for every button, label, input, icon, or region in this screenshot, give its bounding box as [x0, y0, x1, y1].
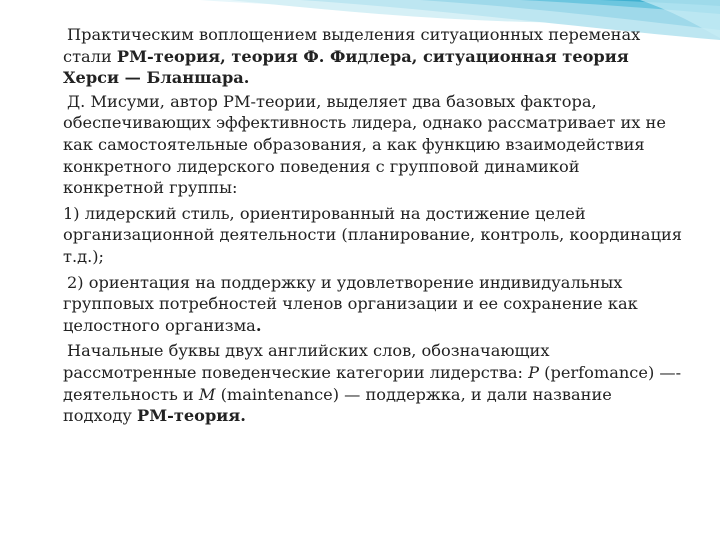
intro-lead: Практическим воплощением выделения ситуационных переменах стали	[63, 25, 641, 66]
letter-m: M	[198, 384, 216, 404]
paragraph-pm-origin	[63, 340, 683, 426]
pm-origin-part3: (maintenance) — поддержка, и дали название подходу	[63, 384, 612, 426]
paragraph-misumi: Д. Мисуми, автор PM-теории, выделяет два базовых фактора, обеспечивающих эффективность лидера, однако рассматривает их не как самостоятельные образования, а как функцию взаимодействия конкретного лидерского поведения с групповой динамикой конкретной группы:	[63, 91, 666, 198]
letter-p: P	[528, 362, 539, 382]
intro-bold: PM-теория, теория Ф. Фидлера, ситуационная теория Херси — Бланшара.	[63, 46, 629, 88]
pm-origin-part2: (perfomance) —- деятельность и	[63, 362, 682, 404]
list-item-1: 1) лидерский стиль, ориентированный на достижение целей организационной деятельности (планирование, контроль, координация т.д.);	[63, 203, 682, 266]
list-item-2-text: 2) ориентация на поддержку и удовлетворение индивидуальных групповых потребностей членов организации и ее сохранение как целостного организма	[63, 272, 638, 335]
pm-origin-part1: Начальные буквы двух английских слов, обозначающих рассмотренные поведенческие категории лидерства:	[63, 341, 550, 382]
pm-origin-bold-end: PM-теория.	[137, 406, 246, 426]
text-content	[63, 24, 683, 429]
paragraph-intro	[63, 24, 683, 89]
list-item-2	[63, 272, 683, 337]
list-item-2-end: .	[255, 315, 262, 335]
